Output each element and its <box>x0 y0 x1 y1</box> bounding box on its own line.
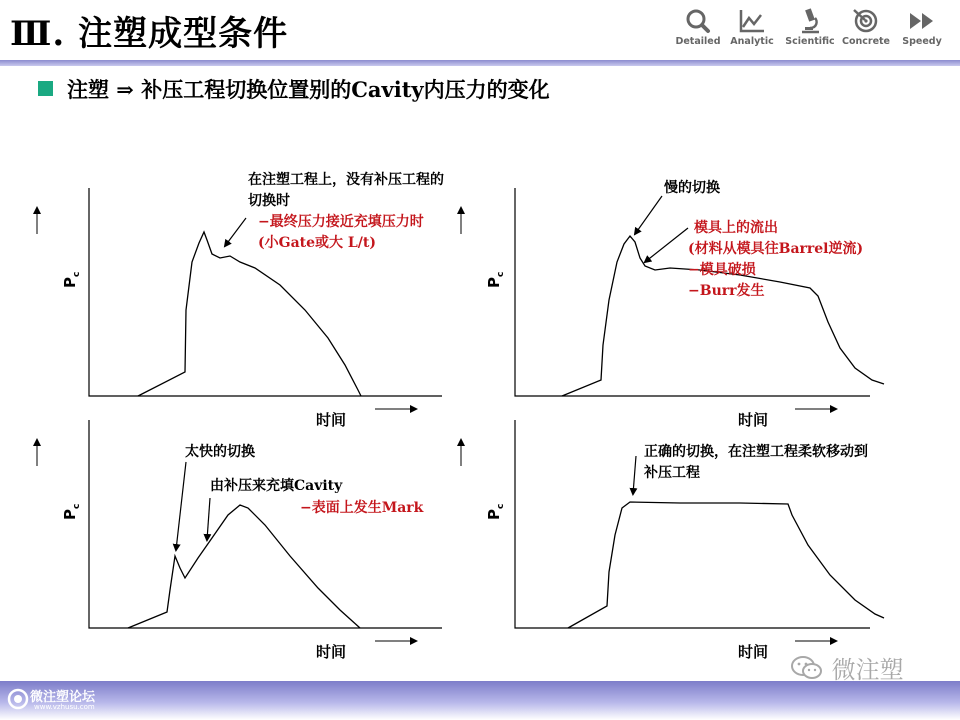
axes <box>89 420 442 628</box>
pointer-arrow <box>645 228 688 262</box>
footer-logo-text: 微注塑论坛 <box>30 690 96 705</box>
wechat-icon <box>790 654 824 682</box>
x-axis-label: 时间 <box>738 411 769 429</box>
y-axis-label: $P_c$ <box>485 503 506 520</box>
annotation-fast-switch: 太快的切换 <box>185 444 255 460</box>
x-axis-label: 时间 <box>316 411 347 429</box>
nav-label: Analytic <box>730 36 774 47</box>
footer-url[interactable]: www.vzhusu.com <box>34 703 95 711</box>
pointer-arrow <box>176 462 186 550</box>
annotation-fast-switch-effect: −表面上发生Mark <box>300 500 424 516</box>
pressure-curve <box>138 232 361 396</box>
pressure-curve <box>568 502 884 628</box>
nav-label: Scientific <box>785 36 835 47</box>
pressure-curve <box>128 505 360 628</box>
annotation-slow-switch-effect: 模具上的流出 (材料从模具往Barrel逆流) −模具破损 −Burr发生 <box>688 220 864 299</box>
wechat-text: 微注塑 <box>831 656 904 684</box>
footer-band <box>0 681 960 720</box>
pointer-arrow <box>633 456 636 494</box>
pointer-arrow <box>225 218 246 246</box>
nav-label: Speedy <box>902 36 942 47</box>
annotation-no-switch-effect: −最终压力接近充填压力时 (小Gate或大 L/t) <box>258 214 424 251</box>
annotation-correct-switch: 正确的切换，在注塑工程柔软移动到 补压工程 <box>644 444 868 481</box>
annotation-slow-switch: 慢的切换 <box>664 180 720 196</box>
y-axis-label: $P_c$ <box>61 271 82 288</box>
nav-label: Concrete <box>841 36 890 47</box>
annotation-fast-switch-fill: 由补压来充填Cavity <box>210 478 343 494</box>
pointer-arrow <box>207 498 210 540</box>
y-axis-label: $P_c$ <box>485 271 506 288</box>
pointer-arrow <box>635 196 662 234</box>
subtitle-text: 注塑 ⇒ 补压工程切换位置别的Cavity内压力的变化 <box>67 77 550 102</box>
y-axis-label: $P_c$ <box>61 503 82 520</box>
slide-title: Ⅲ. 注塑成型条件 <box>10 14 289 54</box>
wechat-watermark <box>790 650 904 685</box>
x-axis-label: 时间 <box>316 643 347 661</box>
annotation-no-switch: 在注塑工程上，没有补压工程的 切换时 <box>248 172 444 209</box>
x-axis-label: 时间 <box>738 643 769 661</box>
nav-label: Detailed <box>675 36 721 47</box>
